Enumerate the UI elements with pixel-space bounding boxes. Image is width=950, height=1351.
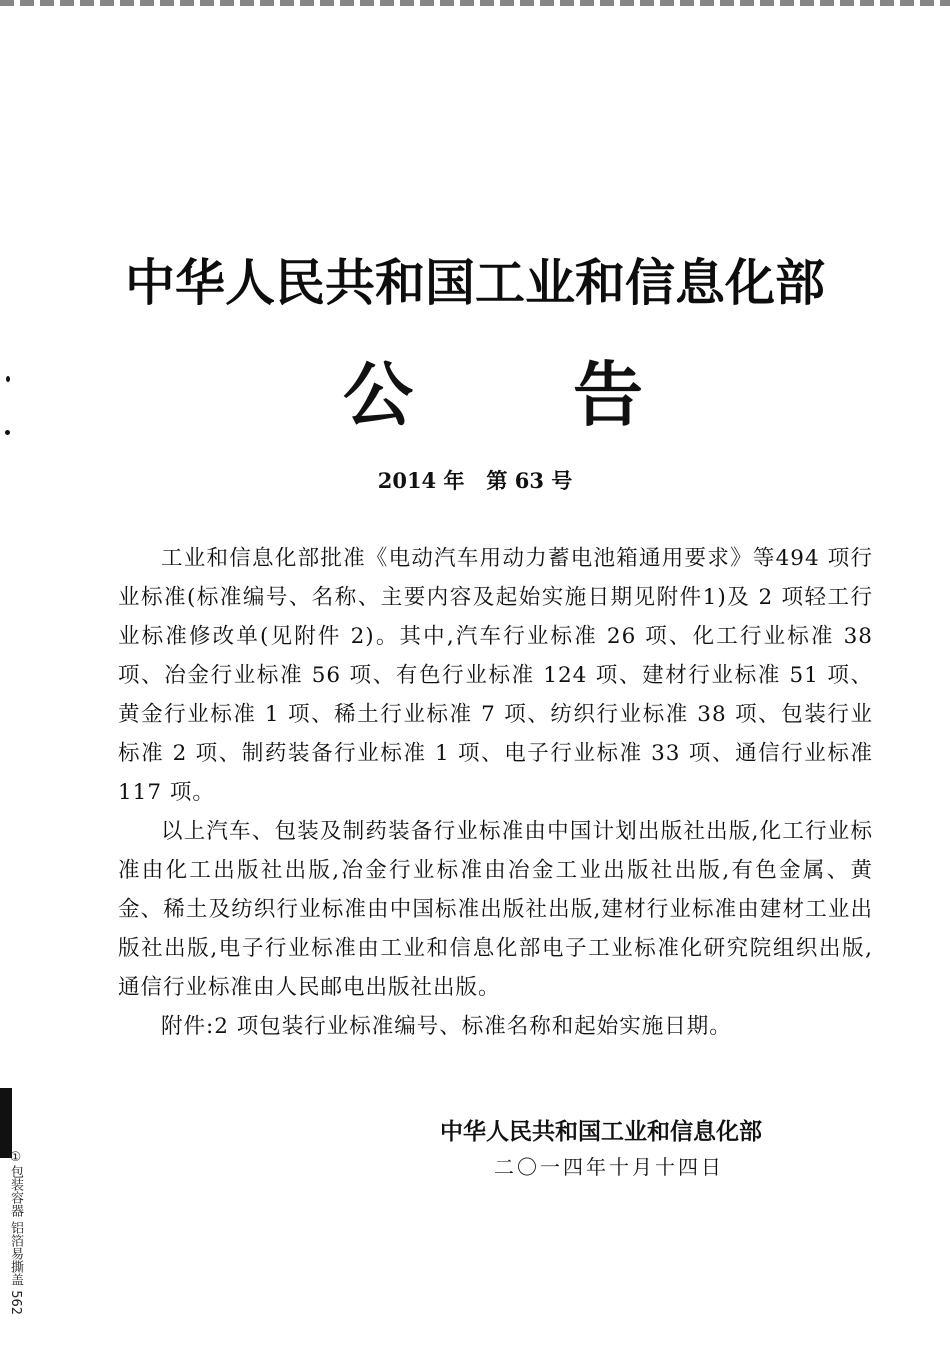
signature-date: 二〇一四年十月十四日 <box>494 1155 724 1179</box>
attachment-note: 附件:2 项包装行业标准编号、标准名称和起始实施日期。 <box>161 1014 732 1039</box>
issue-number: 2014 年 第 63 号 <box>377 468 573 493</box>
binding-edge-bar <box>0 1088 12 1158</box>
body-paragraph: 工业和信息化部批准《电动汽车用动力蓄电池箱通用要求》等494 项行业标准(标准编号、名称、主要内容及起始实施日期见附件1)及 2 项轻工行业标准修改单(见附件 2)。其中,汽车行业标准 26 项、化工行业标准 38 项、冶金行业标准 56 项、有色行业标准 124 项、建材行业标准 51 项、黄金行业标准 1 项、稀土行业标准 7 项、纺织行业标准 38 项、包装行业标准 2 项、制药装备行业标准 1 项、电子行业标准 33 项、通信行业标准 117 项。 <box>118 546 873 805</box>
margin-speck <box>6 376 10 382</box>
announcement-body <box>118 539 873 1046</box>
heading-char-gao: 告 <box>573 354 643 436</box>
spine-label: ①包装容器 铝箔易撕盖 562 <box>8 1150 23 1316</box>
body-paragraph: 以上汽车、包装及制药装备行业标准由中国计划出版社出版,化工行业标准由化工出版社出版,冶金行业标准由冶金工业出版社出版,有色金属、黄金、稀土及纺织行业标准由中国标准出版社出版,建材行业标准由建材工业出版社出版,电子行业标准由工业和信息化部电子工业标准化研究院组织出版,通信行业标准由人民邮电出版社出版。 <box>118 819 873 1000</box>
ministry-title: 中华人民共和国工业和信息化部 <box>125 254 825 312</box>
heading-char-gong: 公 <box>343 354 413 436</box>
signature-block <box>440 1115 820 1185</box>
announcement-heading <box>343 350 643 440</box>
margin-speck <box>5 430 10 435</box>
signature-org: 中华人民共和国工业和信息化部 <box>440 1119 762 1145</box>
top-edge-scan-line <box>0 0 950 6</box>
